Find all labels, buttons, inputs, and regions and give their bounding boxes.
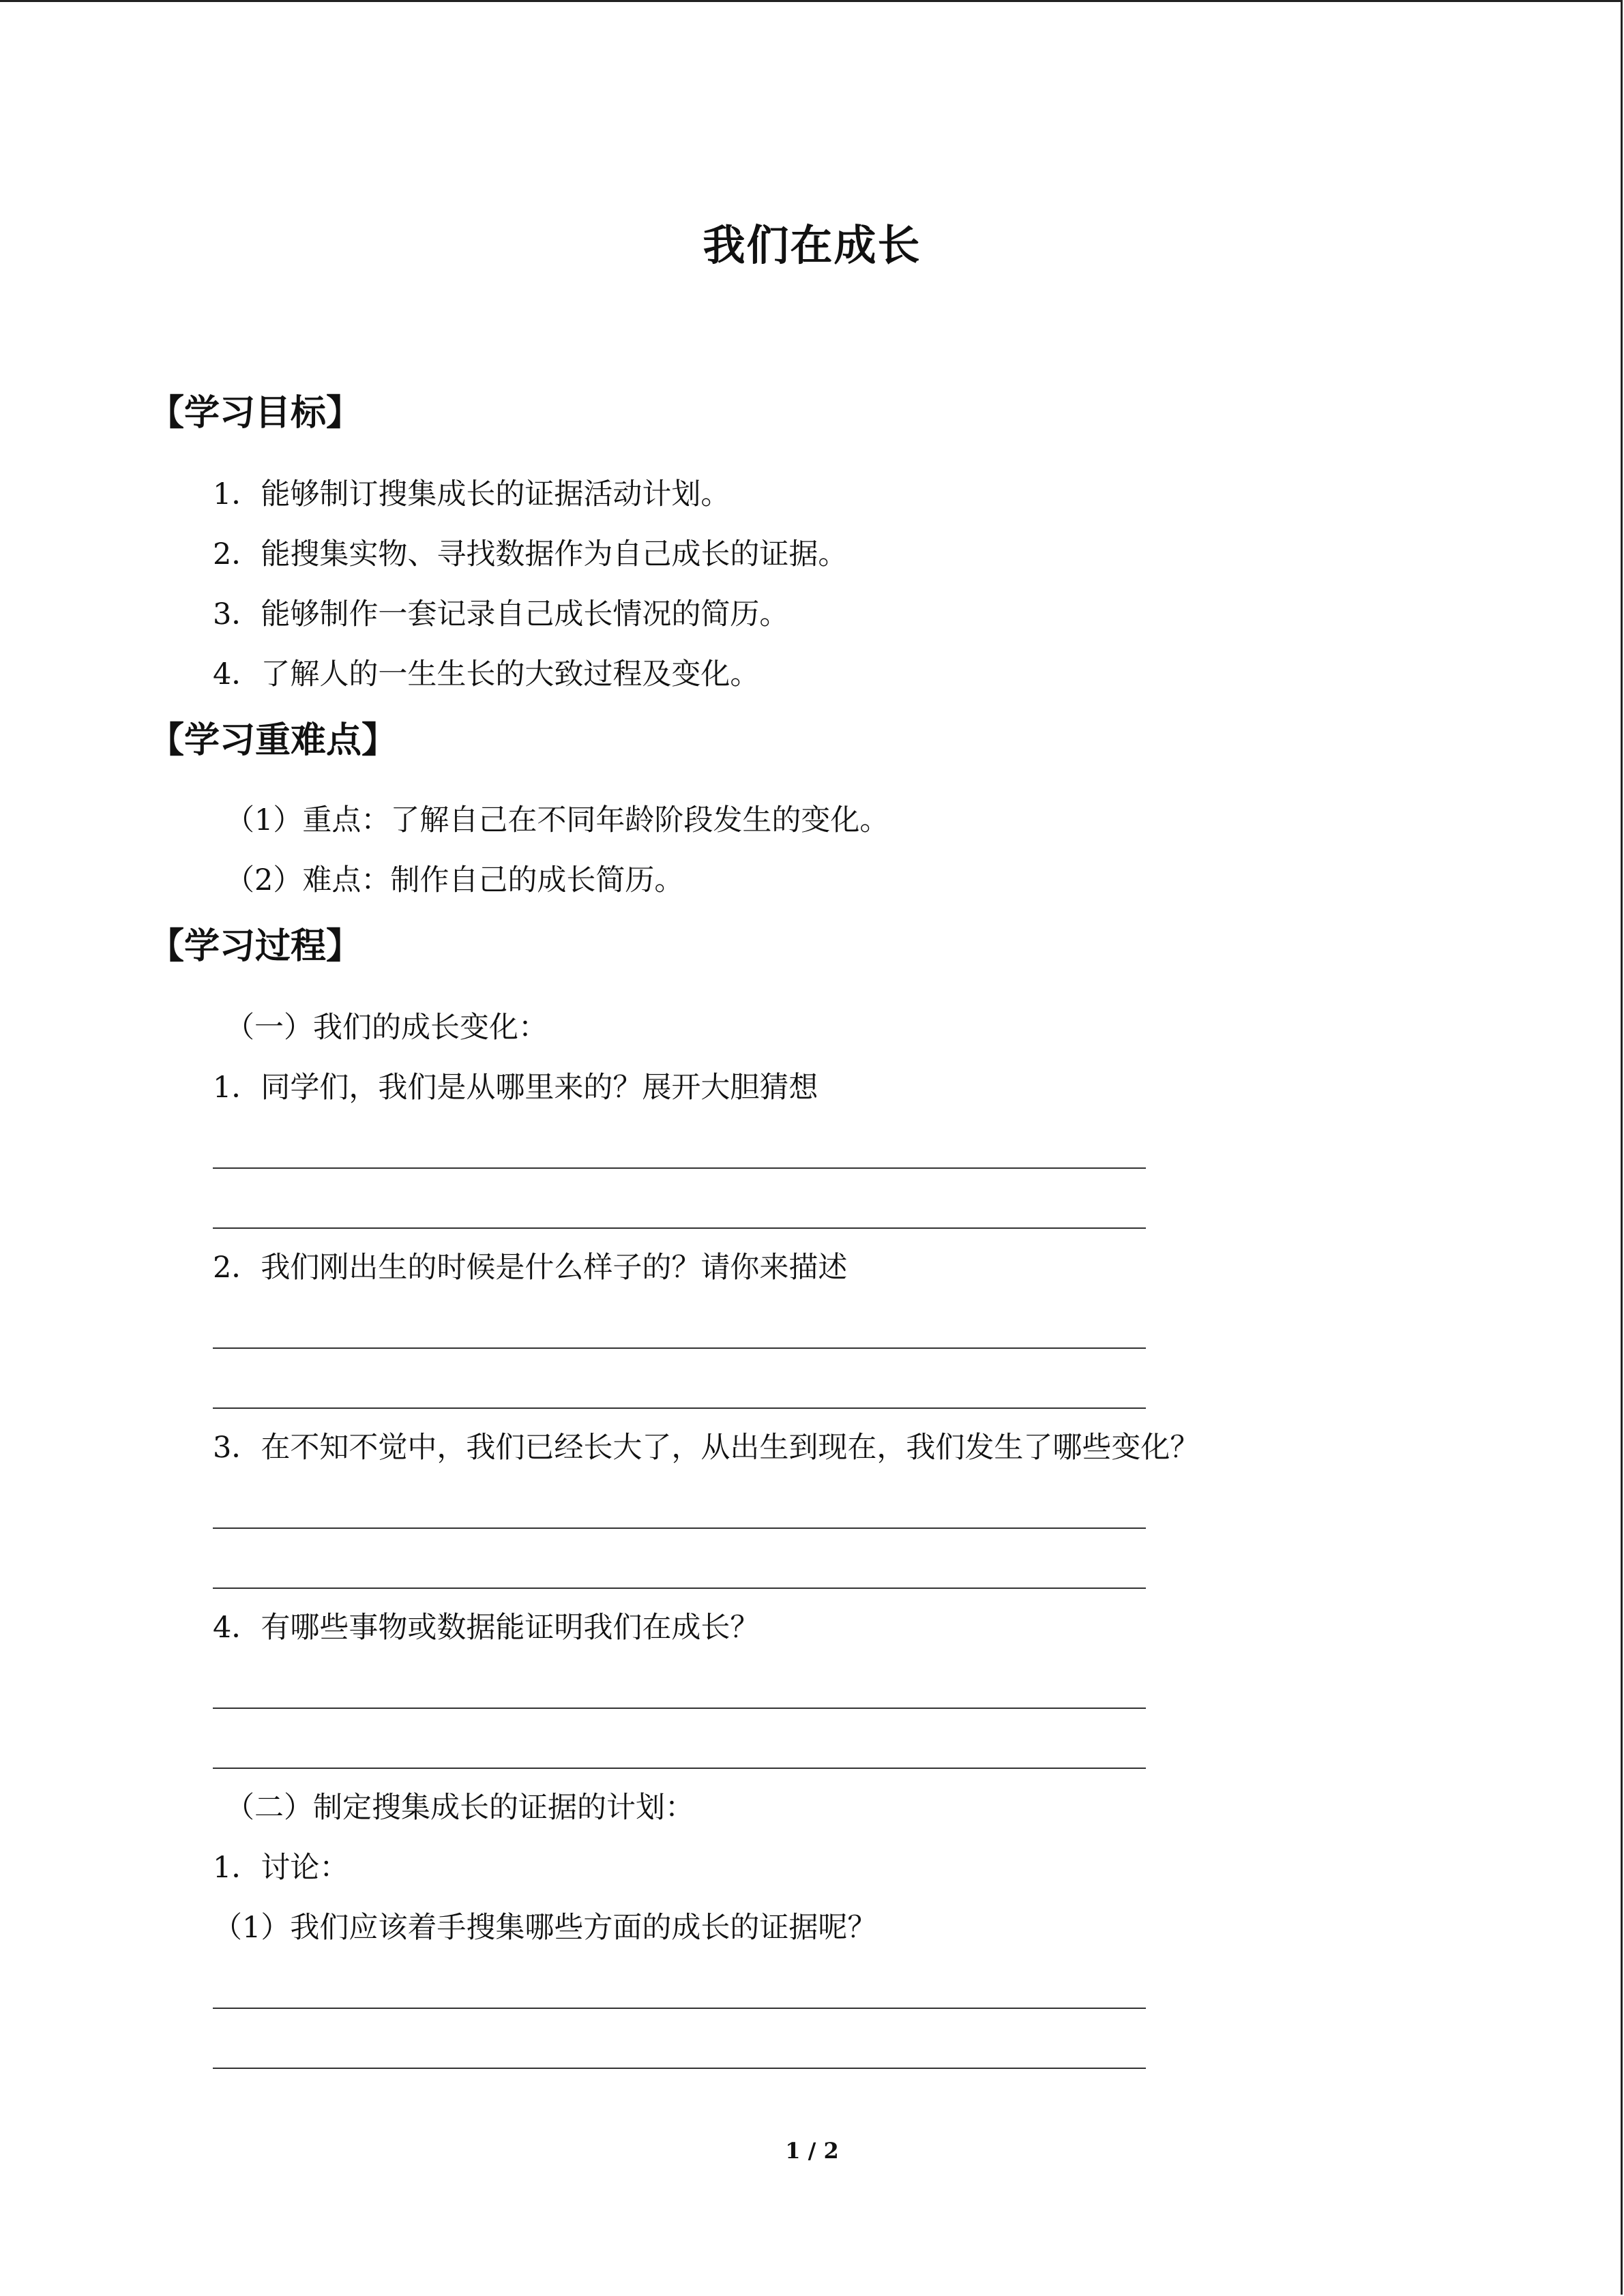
objective-item: 3．能够制作一套记录自己成长情况的简历。 — [213, 597, 789, 631]
objectives-heading: 【学习目标】 — [149, 393, 362, 434]
page-title: 我们在成长 — [703, 220, 921, 270]
page-number: 1 / 2 — [785, 2138, 839, 2164]
answer-line[interactable] — [213, 1407, 1146, 1409]
question-3: 3．在不知不觉中，我们已经长大了，从出生到现在，我们发生了哪些变化？ — [213, 1431, 1200, 1465]
process-heading: 【学习过程】 — [149, 926, 362, 967]
answer-line[interactable] — [213, 2068, 1146, 2069]
objective-item: 1．能够制订搜集成长的证据活动计划。 — [213, 477, 730, 511]
objective-item: 4．了解人的一生生长的大致过程及变化。 — [213, 657, 760, 691]
question-4: 4．有哪些事物或数据能证明我们在成长？ — [213, 1611, 760, 1645]
key-point-item: （2）难点：制作自己的成长简历。 — [225, 863, 684, 897]
objective-item: 2．能搜集实物、寻找数据作为自己成长的证据。 — [213, 537, 848, 571]
answer-line[interactable] — [213, 1167, 1146, 1169]
part2-title: （二）制定搜集成长的证据的计划： — [225, 1791, 694, 1825]
answer-line[interactable] — [213, 1768, 1146, 1769]
part1-title: （一）我们的成长变化： — [225, 1011, 548, 1045]
answer-line[interactable] — [213, 1527, 1146, 1529]
question-2: 2．我们刚出生的时候是什么样子的？请你来描述 — [213, 1251, 848, 1285]
answer-line[interactable] — [213, 1227, 1146, 1229]
answer-line[interactable] — [213, 1587, 1146, 1589]
discussion-label: 1．讨论： — [213, 1851, 349, 1885]
discussion-question-1: （1）我们应该着手搜集哪些方面的成长的证据呢？ — [213, 1911, 877, 1945]
answer-line[interactable] — [213, 2008, 1146, 2009]
question-1: 1．同学们，我们是从哪里来的？展开大胆猜想 — [213, 1071, 818, 1105]
answer-line[interactable] — [213, 1347, 1146, 1349]
key-points-heading: 【学习重难点】 — [149, 720, 398, 761]
answer-line[interactable] — [213, 1708, 1146, 1709]
key-point-item: （1）重点：了解自己在不同年龄阶段发生的变化。 — [225, 803, 889, 837]
